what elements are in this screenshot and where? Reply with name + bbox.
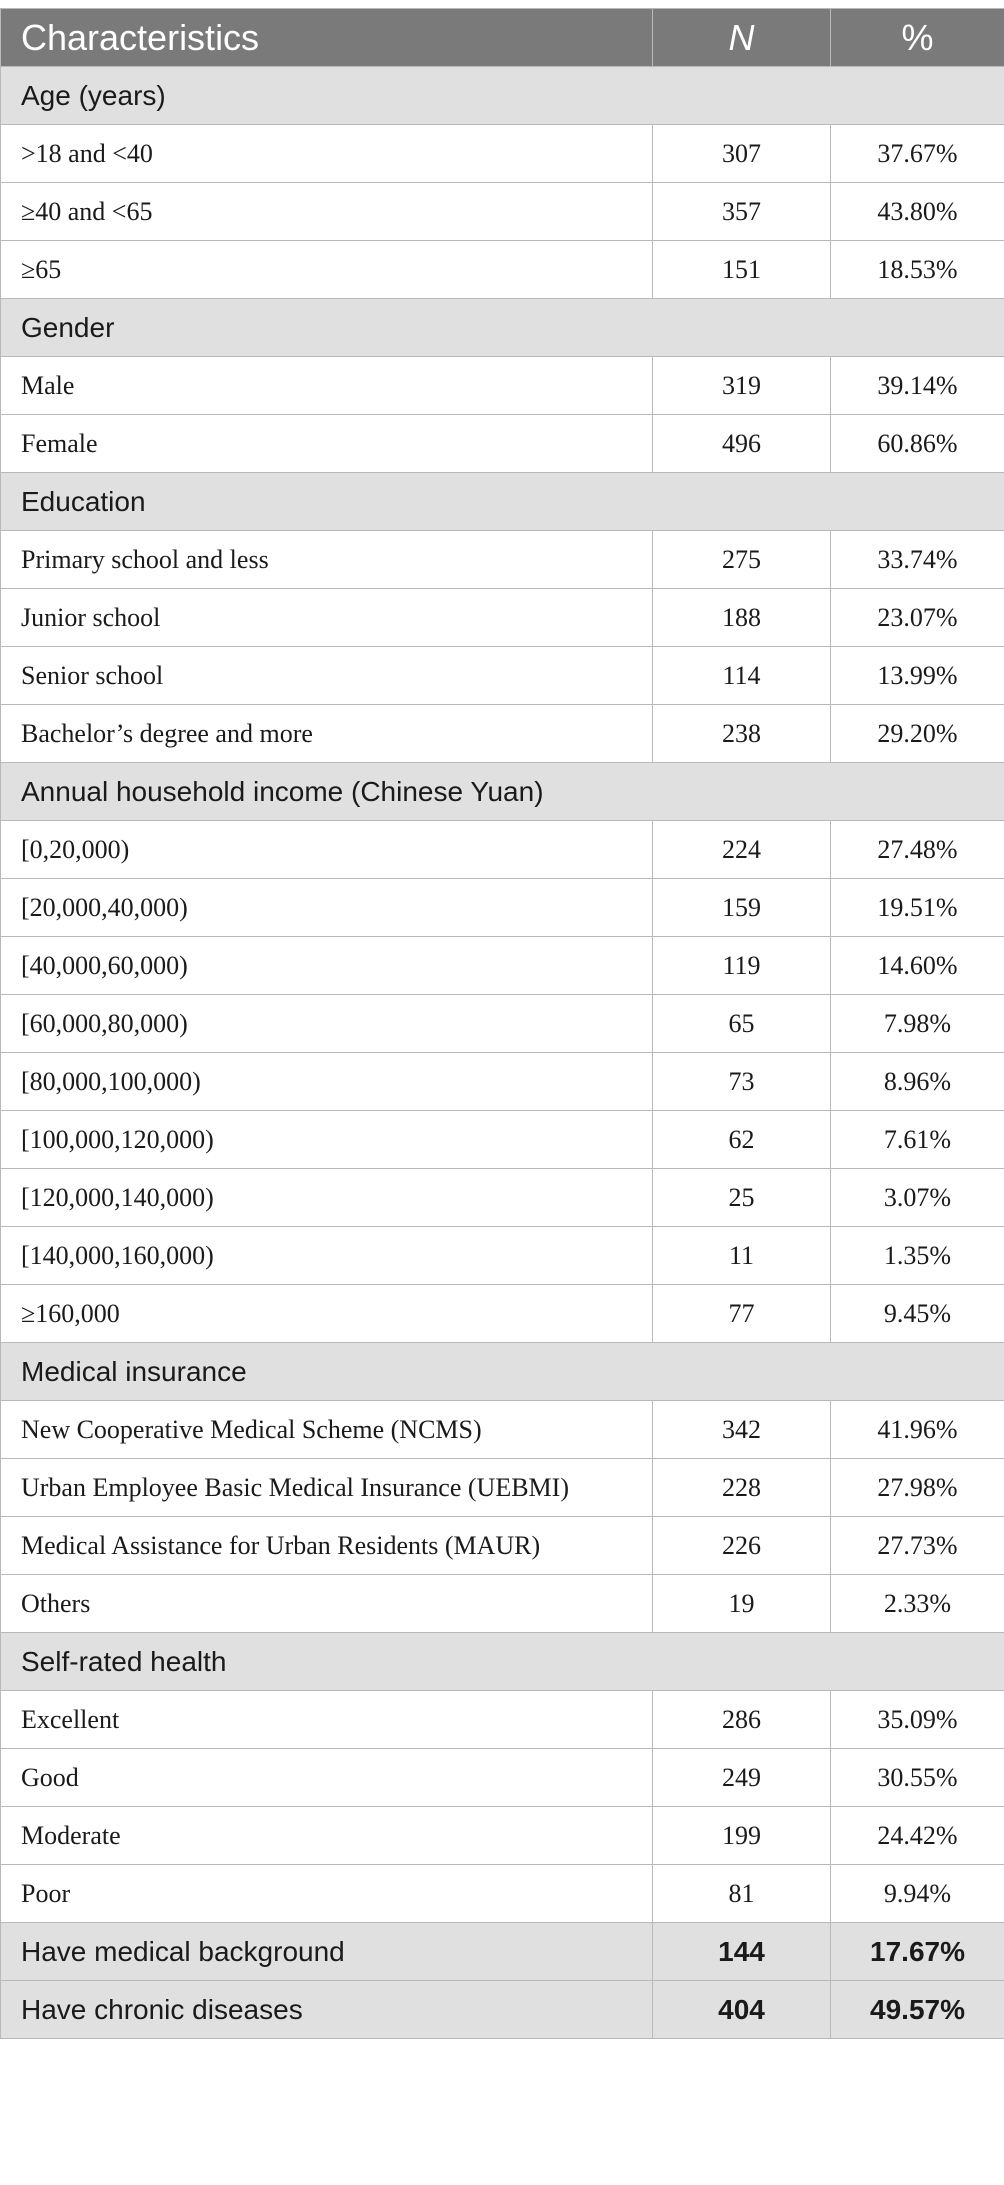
header-characteristics: Characteristics: [1, 9, 653, 67]
row-percent: 1.35%: [831, 1227, 1004, 1285]
row-percent: 14.60%: [831, 937, 1004, 995]
table-row: [1, 647, 1004, 705]
row-n: 275: [653, 531, 831, 589]
table-row: [1, 1865, 1004, 1923]
row-label: Poor: [1, 1865, 653, 1923]
summary-label: Have chronic diseases: [1, 1981, 653, 2039]
row-n: 73: [653, 1053, 831, 1111]
row-n: 307: [653, 125, 831, 183]
table-body: [1, 67, 1004, 2039]
row-label: Good: [1, 1749, 653, 1807]
table-row: [1, 1459, 1004, 1517]
row-percent: 19.51%: [831, 879, 1004, 937]
summary-percent: 49.57%: [831, 1981, 1004, 2039]
table-row: [1, 1111, 1004, 1169]
table-row: [1, 879, 1004, 937]
row-percent: 9.45%: [831, 1285, 1004, 1343]
row-percent: 23.07%: [831, 589, 1004, 647]
row-n: 11: [653, 1227, 831, 1285]
row-n: 319: [653, 357, 831, 415]
summary-row: [1, 1981, 1004, 2039]
table-row: [1, 705, 1004, 763]
row-n: 19: [653, 1575, 831, 1633]
row-n: 159: [653, 879, 831, 937]
section-header-row: [1, 299, 1004, 357]
summary-n: 404: [653, 1981, 831, 2039]
summary-row: [1, 1923, 1004, 1981]
section-header-row: [1, 67, 1004, 125]
row-n: 357: [653, 183, 831, 241]
row-label: [60,000,80,000): [1, 995, 653, 1053]
section-title: Age (years): [1, 67, 1004, 125]
table-row: [1, 1691, 1004, 1749]
row-label: New Cooperative Medical Scheme (NCMS): [1, 1401, 653, 1459]
row-label: ≥40 and <65: [1, 183, 653, 241]
table-row: [1, 241, 1004, 299]
row-n: 496: [653, 415, 831, 473]
row-label: Female: [1, 415, 653, 473]
row-label: [20,000,40,000): [1, 879, 653, 937]
row-label: [120,000,140,000): [1, 1169, 653, 1227]
header-n: N: [653, 9, 831, 67]
table-row: [1, 415, 1004, 473]
row-label: [80,000,100,000): [1, 1053, 653, 1111]
row-n: 151: [653, 241, 831, 299]
row-n: 342: [653, 1401, 831, 1459]
table-row: [1, 1401, 1004, 1459]
row-percent: 18.53%: [831, 241, 1004, 299]
table-row: [1, 589, 1004, 647]
row-percent: 43.80%: [831, 183, 1004, 241]
table-row: [1, 995, 1004, 1053]
row-n: 25: [653, 1169, 831, 1227]
row-n: 224: [653, 821, 831, 879]
summary-label: Have medical background: [1, 1923, 653, 1981]
row-label: Excellent: [1, 1691, 653, 1749]
table-row: [1, 1807, 1004, 1865]
table-row: [1, 1575, 1004, 1633]
row-label: Primary school and less: [1, 531, 653, 589]
row-percent: 33.74%: [831, 531, 1004, 589]
table-row: [1, 1517, 1004, 1575]
characteristics-table: [0, 8, 1004, 2039]
row-percent: 27.73%: [831, 1517, 1004, 1575]
row-percent: 7.61%: [831, 1111, 1004, 1169]
row-n: 226: [653, 1517, 831, 1575]
row-percent: 3.07%: [831, 1169, 1004, 1227]
row-percent: 60.86%: [831, 415, 1004, 473]
row-n: 228: [653, 1459, 831, 1517]
row-n: 114: [653, 647, 831, 705]
row-n: 286: [653, 1691, 831, 1749]
row-label: Senior school: [1, 647, 653, 705]
row-n: 199: [653, 1807, 831, 1865]
row-label: [0,20,000): [1, 821, 653, 879]
section-title: Gender: [1, 299, 1004, 357]
row-percent: 8.96%: [831, 1053, 1004, 1111]
row-percent: 27.48%: [831, 821, 1004, 879]
row-label: >18 and <40: [1, 125, 653, 183]
table-row: [1, 183, 1004, 241]
section-header-row: [1, 1633, 1004, 1691]
row-label: ≥160,000: [1, 1285, 653, 1343]
section-title: Medical insurance: [1, 1343, 1004, 1401]
summary-percent: 17.67%: [831, 1923, 1004, 1981]
row-label: [100,000,120,000): [1, 1111, 653, 1169]
row-percent: 35.09%: [831, 1691, 1004, 1749]
table-row: [1, 531, 1004, 589]
row-percent: 27.98%: [831, 1459, 1004, 1517]
table-row: [1, 1227, 1004, 1285]
row-label: Junior school: [1, 589, 653, 647]
row-n: 249: [653, 1749, 831, 1807]
table-row: [1, 937, 1004, 995]
row-label: Bachelor’s degree and more: [1, 705, 653, 763]
table-row: [1, 125, 1004, 183]
section-header-row: [1, 1343, 1004, 1401]
section-title: Education: [1, 473, 1004, 531]
table-row: [1, 1169, 1004, 1227]
row-label: Others: [1, 1575, 653, 1633]
table-row: [1, 1285, 1004, 1343]
row-n: 238: [653, 705, 831, 763]
section-header-row: [1, 473, 1004, 531]
row-n: 77: [653, 1285, 831, 1343]
row-n: 188: [653, 589, 831, 647]
row-percent: 37.67%: [831, 125, 1004, 183]
row-n: 65: [653, 995, 831, 1053]
table-row: [1, 821, 1004, 879]
header-percent: %: [831, 9, 1004, 67]
row-label: ≥65: [1, 241, 653, 299]
section-title: Self-rated health: [1, 1633, 1004, 1691]
row-label: Male: [1, 357, 653, 415]
header-row: [1, 9, 1004, 67]
row-n: 119: [653, 937, 831, 995]
row-percent: 24.42%: [831, 1807, 1004, 1865]
row-percent: 41.96%: [831, 1401, 1004, 1459]
row-label: Moderate: [1, 1807, 653, 1865]
row-n: 62: [653, 1111, 831, 1169]
row-label: Medical Assistance for Urban Residents (MAUR): [1, 1517, 653, 1575]
row-percent: 9.94%: [831, 1865, 1004, 1923]
row-label: Urban Employee Basic Medical Insurance (UEBMI): [1, 1459, 653, 1517]
row-label: [140,000,160,000): [1, 1227, 653, 1285]
row-percent: 13.99%: [831, 647, 1004, 705]
section-title: Annual household income (Chinese Yuan): [1, 763, 1004, 821]
row-label: [40,000,60,000): [1, 937, 653, 995]
table-row: [1, 1053, 1004, 1111]
table-row: [1, 357, 1004, 415]
row-n: 81: [653, 1865, 831, 1923]
row-percent: 2.33%: [831, 1575, 1004, 1633]
row-percent: 39.14%: [831, 357, 1004, 415]
table-row: [1, 1749, 1004, 1807]
row-percent: 7.98%: [831, 995, 1004, 1053]
row-percent: 29.20%: [831, 705, 1004, 763]
section-header-row: [1, 763, 1004, 821]
row-percent: 30.55%: [831, 1749, 1004, 1807]
summary-n: 144: [653, 1923, 831, 1981]
